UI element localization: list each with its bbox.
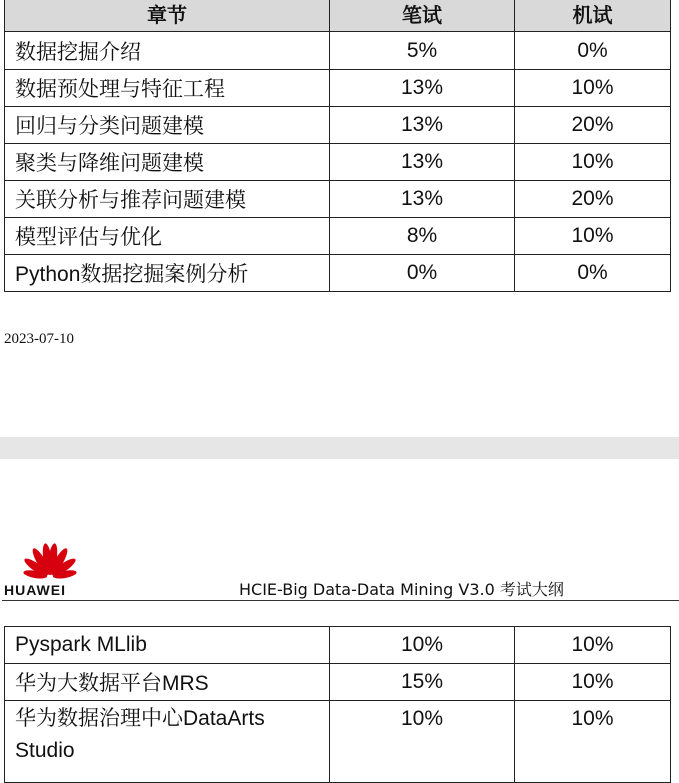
table-row (5, 107, 671, 144)
table-row (5, 701, 671, 783)
lab-cell: 10% (515, 218, 671, 255)
chapter-cell: 回归与分类问题建模 (5, 107, 330, 144)
chapter-cell: 数据预处理与特征工程 (5, 70, 330, 107)
chapter-cell: 数据挖掘介绍 (5, 32, 330, 70)
lab-cell: 10% (515, 144, 671, 181)
lab-cell: 10% (515, 627, 671, 664)
table-row (5, 181, 671, 218)
chapter-cell: 模型评估与优化 (5, 218, 330, 255)
chapter-cell: Python数据挖掘案例分析 (5, 255, 330, 292)
lab-cell: 10% (515, 701, 671, 783)
page-footer-date: 2023-07-10 (4, 331, 74, 347)
written-cell: 5% (330, 32, 515, 70)
chapter-cell: 华为大数据平台MRS (5, 664, 330, 701)
lab-cell: 20% (515, 181, 671, 218)
lab-cell: 0% (515, 32, 671, 70)
chapter-cell: 关联分析与推荐问题建模 (5, 181, 330, 218)
header-lab: 机试 (515, 0, 671, 32)
written-cell: 10% (330, 701, 515, 783)
table-row (5, 32, 671, 70)
table-row (5, 255, 671, 292)
table-row (5, 664, 671, 701)
written-cell: 10% (330, 627, 515, 664)
table-row (5, 70, 671, 107)
table-row (5, 627, 671, 664)
written-cell: 13% (330, 144, 515, 181)
table-header-row (5, 0, 671, 32)
table-row (5, 218, 671, 255)
lab-cell: 0% (515, 255, 671, 292)
lab-cell: 20% (515, 107, 671, 144)
page-break (0, 437, 679, 459)
table-row (5, 144, 671, 181)
exam-weight-table (4, 0, 671, 292)
chapter-cell: 聚类与降维问题建模 (5, 144, 330, 181)
header-chapter: 章节 (5, 0, 330, 32)
chapter-cell: Pyspark MLlib (5, 627, 330, 664)
written-cell: 13% (330, 107, 515, 144)
written-cell: 0% (330, 255, 515, 292)
exam-weight-table-continued (4, 626, 671, 783)
written-cell: 15% (330, 664, 515, 701)
written-cell: 13% (330, 181, 515, 218)
document-header-title: HCIE-Big Data-Data Mining V3.0 考试大纲 (239, 580, 564, 599)
lab-cell: 10% (515, 70, 671, 107)
brand-name: HUAWEI (4, 582, 66, 598)
header-written: 笔试 (330, 0, 515, 32)
written-cell: 8% (330, 218, 515, 255)
lab-cell: 10% (515, 664, 671, 701)
written-cell: 13% (330, 70, 515, 107)
header-rule (2, 600, 679, 601)
chapter-cell: 华为数据治理中心DataArts Studio (5, 701, 330, 783)
